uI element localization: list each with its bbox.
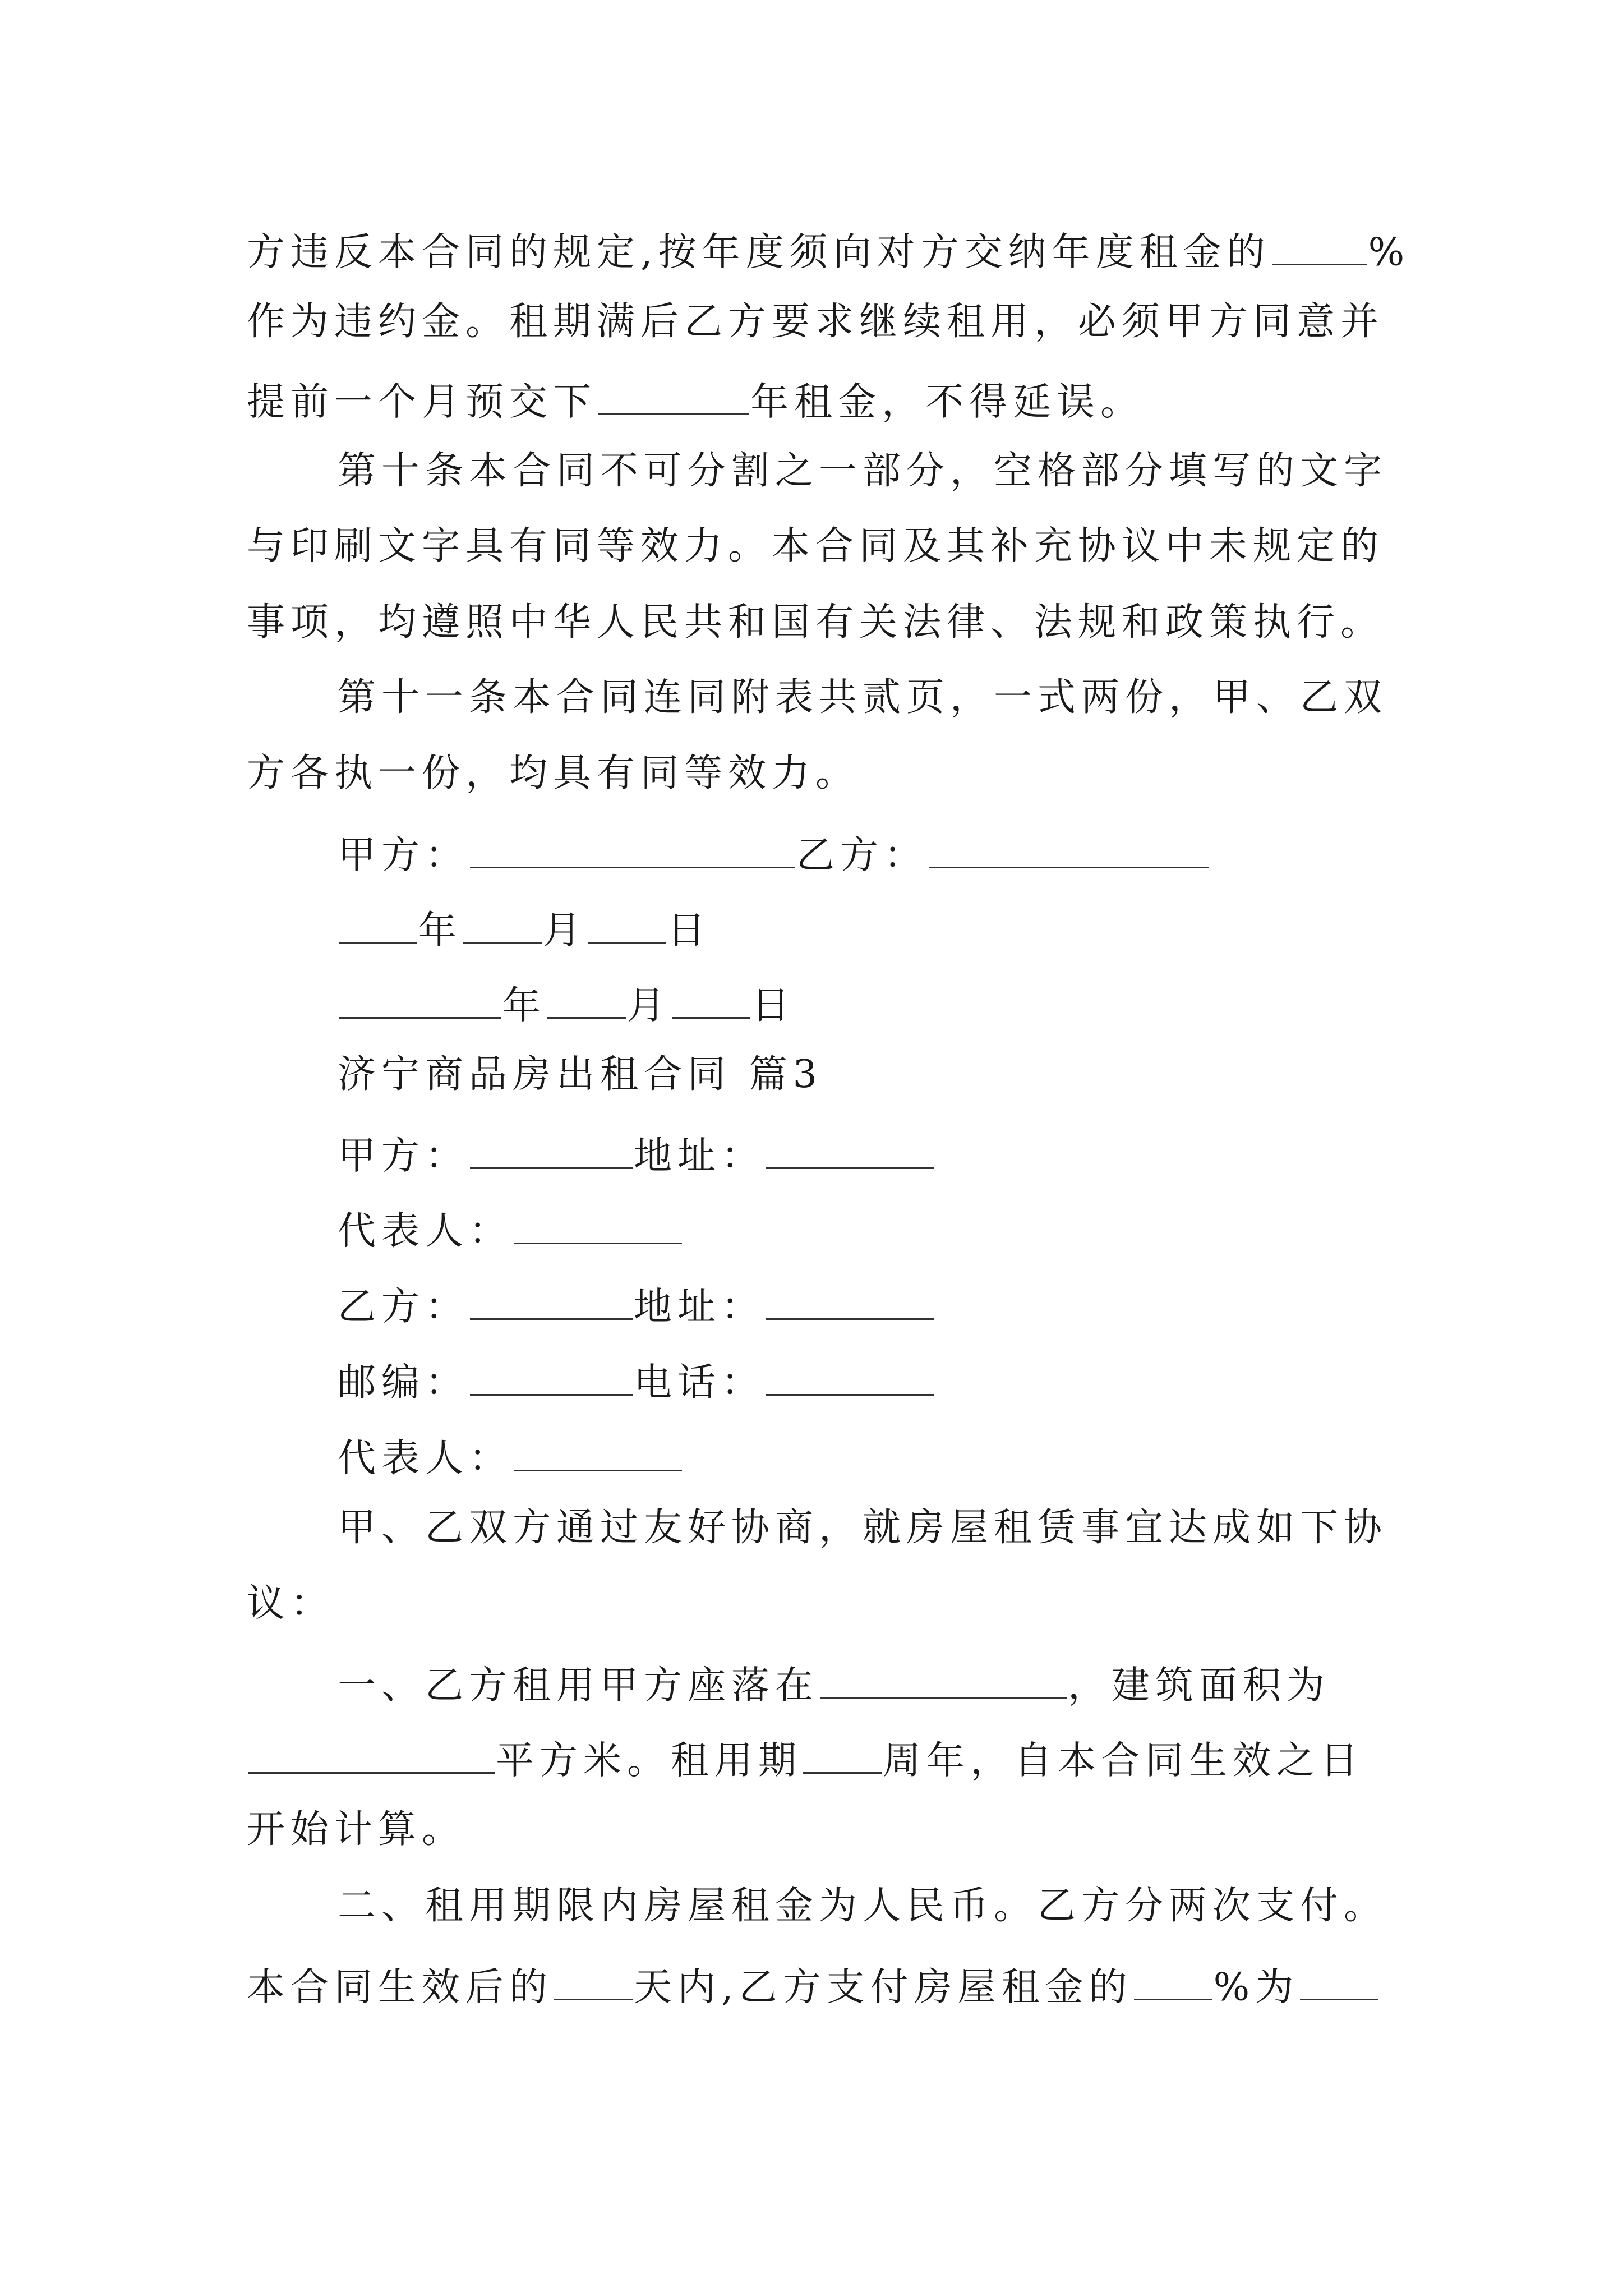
fill-blank xyxy=(766,1282,934,1320)
fill-blank xyxy=(463,905,542,944)
text-line: 第十条本合同不可分割之一部分，空格部分填写的文字 xyxy=(338,449,1388,493)
text-line: 事项，均遵照中华人民共和国有关法律、法规和政策执行。 xyxy=(247,600,1385,645)
party-line: 甲方： 地址： xyxy=(338,1131,935,1176)
text-line: 方违反本合同的规定,按年度须向对方交纳年度租金的 % xyxy=(247,227,1410,272)
fill-blank xyxy=(339,905,417,944)
party-line: 代表人： xyxy=(338,1206,683,1251)
fill-blank xyxy=(929,830,1209,868)
fill-blank xyxy=(766,1131,934,1169)
fill-blank xyxy=(470,1131,633,1169)
fill-blank xyxy=(470,830,795,868)
party-line: 邮编： 电话： xyxy=(338,1358,935,1402)
fill-blank xyxy=(820,1660,1067,1699)
date-line: 年 月 日 xyxy=(338,905,711,950)
fill-blank xyxy=(803,1736,882,1774)
fill-blank xyxy=(598,377,749,415)
text-line: 与印刷文字具有同等效力。本合同及其补充协议中未规定的 xyxy=(247,524,1385,568)
fill-blank xyxy=(554,1962,633,2000)
fill-blank xyxy=(1272,227,1367,265)
fill-blank xyxy=(766,1358,934,1396)
text-line: 开始计算。 xyxy=(247,1807,466,1852)
text-line: 甲、乙双方通过友好协商，就房屋租赁事宜达成如下协 xyxy=(338,1506,1388,1550)
date-line: 年 月 日 xyxy=(338,981,795,1025)
fill-blank xyxy=(672,981,750,1019)
fill-blank xyxy=(1300,1962,1378,2000)
signature-line: 甲方： 乙方： xyxy=(338,830,1210,875)
text-line: 平方米。租用期 周年，自本合同生效之日 xyxy=(247,1736,1364,1780)
text-line: 提前一个月预交下 年租金，不得延误。 xyxy=(247,377,1144,422)
fill-blank xyxy=(470,1282,633,1320)
text-line: 方各执一份，均具有同等效力。 xyxy=(247,751,860,795)
fill-blank xyxy=(514,1433,682,1471)
fill-blank xyxy=(1134,1962,1212,2000)
fill-blank xyxy=(547,981,626,1019)
text-line: 议： xyxy=(247,1581,335,1626)
text-line: 本合同生效后的 天内,乙方支付房屋租金的 %为 xyxy=(247,1962,1380,2007)
party-line: 乙方： 地址： xyxy=(338,1282,935,1327)
fill-blank xyxy=(514,1206,682,1244)
fill-blank xyxy=(470,1358,633,1396)
fill-blank xyxy=(248,1736,495,1774)
section-heading: 济宁商品房出租合同 篇3 xyxy=(338,1052,823,1097)
fill-blank xyxy=(339,981,501,1019)
text-line: 二、租用期限内房屋租金为人民币。乙方分两次支付。 xyxy=(338,1884,1388,1928)
fill-blank xyxy=(588,905,666,944)
text-line: 作为违约金。租期满后乙方要求继续租用，必须甲方同意并 xyxy=(247,300,1385,344)
text-line: 第十一条本合同连同附表共贰页，一式两份，甲、乙双 xyxy=(338,675,1388,720)
party-line: 代表人： xyxy=(338,1433,683,1478)
text-line: 一、乙方租用甲方座落在 ，建筑面积为 xyxy=(338,1660,1330,1705)
